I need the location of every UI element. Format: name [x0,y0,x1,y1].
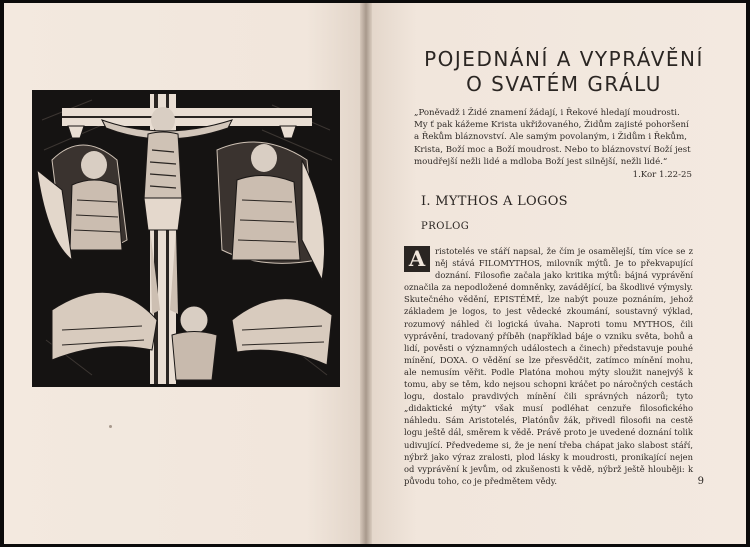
title-line-1: POJEDNÁNÍ A VYPRÁVĚNÍ [424,47,704,71]
title-line-2: O SVATÉM GRÁLU [466,72,662,96]
section-heading: I. MYTHOS A LOGOS [421,194,568,209]
subsection-heading: PROLOG [421,221,470,232]
right-page [372,3,746,544]
book-spread [4,3,746,544]
left-page [4,3,360,544]
epigraph-text: „Poněvadž i Židé znamení žádají, i Řekové hledají moudrosti. My ť pak kážeme Krista ukřižovaného, Židům zajisté pohoršení a Řekům bláznovství. Ale samým povolaným, i Židům i Řekům, Krista, Boží moc a Boží moudrost. Nebo to bláznovství Boží jest moudřejší nežli lidé a mdloba Boží jest silnější, nežli lidé.“ [414,108,691,167]
book-gutter [360,3,372,544]
crucifixion-woodcut [32,90,340,387]
page-speck [109,425,112,428]
chapter-title [412,47,716,97]
drop-cap: A [404,246,430,272]
epigraph-reference: 1.Kor 1.22-25 [632,170,692,181]
epigraph [414,107,692,181]
body-paragraph: ristotelés ve stáří napsal, že čím je osamělejší, tím více se z něj stává FILOMYTHOS, milovník mýtů. Je to překvapující doznání. Filosofie začala jako kritika mýtů: bájná vyprávění označila za nepodložené domněnky, zavádějící, ba škodlivé výmysly. Skutečného vědění, EPISTÉMÉ, lze nabýt pouze poznáním, jehož základem je logos, to jest vědecké zkoumání, soustavný výklad, rozumový náhled či logická úvaha. Naproti tomu MYTHOS, čili vyprávění, tradovaný příběh (například báje o vzniku světa, bohů a lidí, pověsti o významných událostech a činech) představuje pouhé mínění, DOXA. O vědění se lze přesvědčit, zatímco mínění mohu, ale nemusím věřit. Podle Platóna mohou mýty sloužit nanejvýš k tomu, aby se těm, kdo nejsou schopni kráčet po náročných cestách logu, dostalo pravdivých mínění čili správných názorů; tyto „didaktické mýty“ však musí podléhat cenzuře filosofického náhledu. Sám Aristotelés, Platónův žák, přivedl filosofii na cestě logu ještě dál, směrem k vědě. Právě proto je uvedené doznání tolik udivující. Předvedeme si, že je není třeba chápat jako slabost stáří, nýbrž jako výraz zralosti, plod lásky k moudrosti, pronikající nejen od vyprávění k jevům, od zkušenosti k vědě, nýbrž ještě hlouběji: k původu toho, co je předmětem vědy. [404,246,693,486]
page-number: 9 [697,476,704,487]
body-text-block [404,245,693,487]
woodcut-image-icon [32,90,340,387]
